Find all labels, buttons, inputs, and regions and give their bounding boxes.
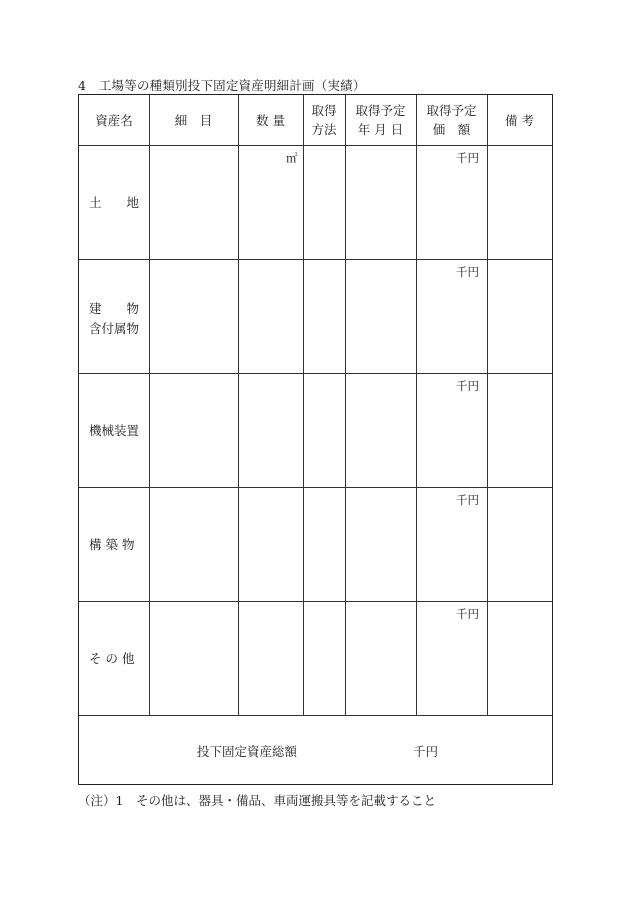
column-divider (303, 95, 304, 715)
asset-plan-table (78, 94, 553, 785)
row-divider (79, 259, 552, 260)
header-asset-name: 資産名 (95, 112, 133, 128)
form-title: 4 工場等の種類別投下固定資産明細計画（実績） (78, 78, 366, 93)
header-amount: 取得予定 価 額 (426, 103, 477, 137)
amount-unit: 千円 (456, 151, 479, 165)
amount-unit: 千円 (456, 265, 479, 279)
header-quantity: 数 量 (256, 112, 285, 128)
row-divider (79, 373, 552, 374)
header-date: 取得予定 年 月 日 (355, 103, 406, 137)
row-label-structures: 構 築 物 (89, 537, 135, 552)
row-label-machinery: 機械装置 (89, 423, 140, 438)
row-label-buildings: 建 物 含付属物 (89, 301, 140, 336)
total-unit: 千円 (413, 744, 439, 759)
row-divider (79, 145, 552, 146)
column-divider (416, 95, 417, 715)
row-label-others: そ の 他 (89, 651, 135, 666)
row-divider (79, 487, 552, 488)
total-row (79, 715, 552, 784)
column-divider (238, 95, 239, 715)
column-divider (345, 95, 346, 715)
header-remarks: 備 考 (505, 112, 534, 128)
footnote: （注）1 その他は、器具・備品、車両運搬具等を記載すること (78, 793, 436, 808)
total-label: 投下固定資産総額 (197, 744, 298, 759)
header-detail: 細 目 (174, 112, 213, 128)
header-method: 取得 方法 (311, 103, 337, 137)
quantity-unit: ㎡ (286, 151, 298, 165)
amount-unit: 千円 (456, 607, 479, 621)
row-divider (79, 601, 552, 602)
amount-unit: 千円 (456, 493, 479, 507)
column-divider (149, 95, 150, 715)
column-divider (487, 95, 488, 715)
row-label-land: 土 地 (89, 195, 139, 210)
amount-unit: 千円 (456, 379, 479, 393)
